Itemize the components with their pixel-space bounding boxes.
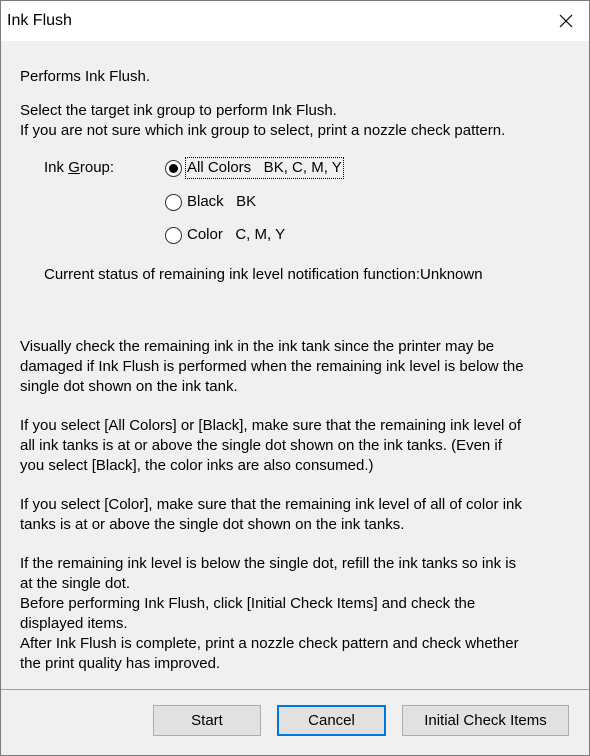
paragraph-2-line-2: all ink tanks is at or above the single dot shown on the ink tanks. (Even if [20,437,502,454]
paragraph-3-line-2: tanks is at or above the single dot shown on the ink tanks. [20,516,405,533]
select-instruction-line-2: If you are not sure which ink group to select, print a nozzle check pattern. [20,122,506,139]
initial-check-items-button[interactable]: Initial Check Items [402,705,569,736]
radio-black[interactable] [165,191,257,213]
paragraph-4-line-4: displayed items. [20,615,128,632]
paragraph-1-line-2: damaged if Ink Flush is performed when the remaining ink level is below the [20,358,524,375]
radio-black-label[interactable]: Black BK [187,193,257,210]
close-icon [559,14,573,28]
window-title: Ink Flush [7,12,72,29]
paragraph-4-line-5: After Ink Flush is complete, print a nozzle check pattern and check whether [20,635,519,652]
title-bar[interactable] [1,1,589,41]
dialog-content [1,41,589,755]
close-button[interactable] [543,1,589,41]
radio-all-colors[interactable] [165,157,343,179]
paragraph-2-line-3: you select [Black], the color inks are also consumed.) [20,457,374,474]
cancel-button[interactable]: Cancel [277,705,386,736]
paragraph-4-line-1: If the remaining ink level is below the single dot, refill the ink tanks so ink is [20,555,517,572]
paragraph-1-line-3: single dot shown on the ink tank. [20,378,238,395]
radio-button-selected[interactable] [165,160,182,177]
radio-button[interactable] [165,227,182,244]
notification-status-text: Current status of remaining ink level notification function:Unknown [44,266,483,283]
radio-color[interactable] [165,224,286,246]
paragraph-4-line-6: the print quality has improved. [20,655,221,672]
paragraph-2-line-1: If you select [All Colors] or [Black], make sure that the remaining ink level of [20,417,522,434]
paragraph-4-line-2: at the single dot. [20,575,131,592]
ink-group-label: Ink Group: [44,159,115,176]
start-button[interactable]: Start [153,705,261,736]
radio-all-colors-label[interactable]: All Colors BK, C, M, Y [187,159,342,176]
footer-divider [1,689,589,690]
select-instruction-line-1: Select the target ink group to perform Ink Flush. [20,102,337,119]
paragraph-4-line-3: Before performing Ink Flush, click [Initial Check Items] and check the [20,595,476,612]
radio-color-label[interactable]: Color C, M, Y [187,226,286,243]
intro-text: Performs Ink Flush. [20,68,151,85]
paragraph-3-line-1: If you select [Color], make sure that the remaining ink level of all of color ink [20,496,522,513]
paragraph-1-line-1: Visually check the remaining ink in the ink tank since the printer may be [20,338,495,355]
radio-button[interactable] [165,194,182,211]
